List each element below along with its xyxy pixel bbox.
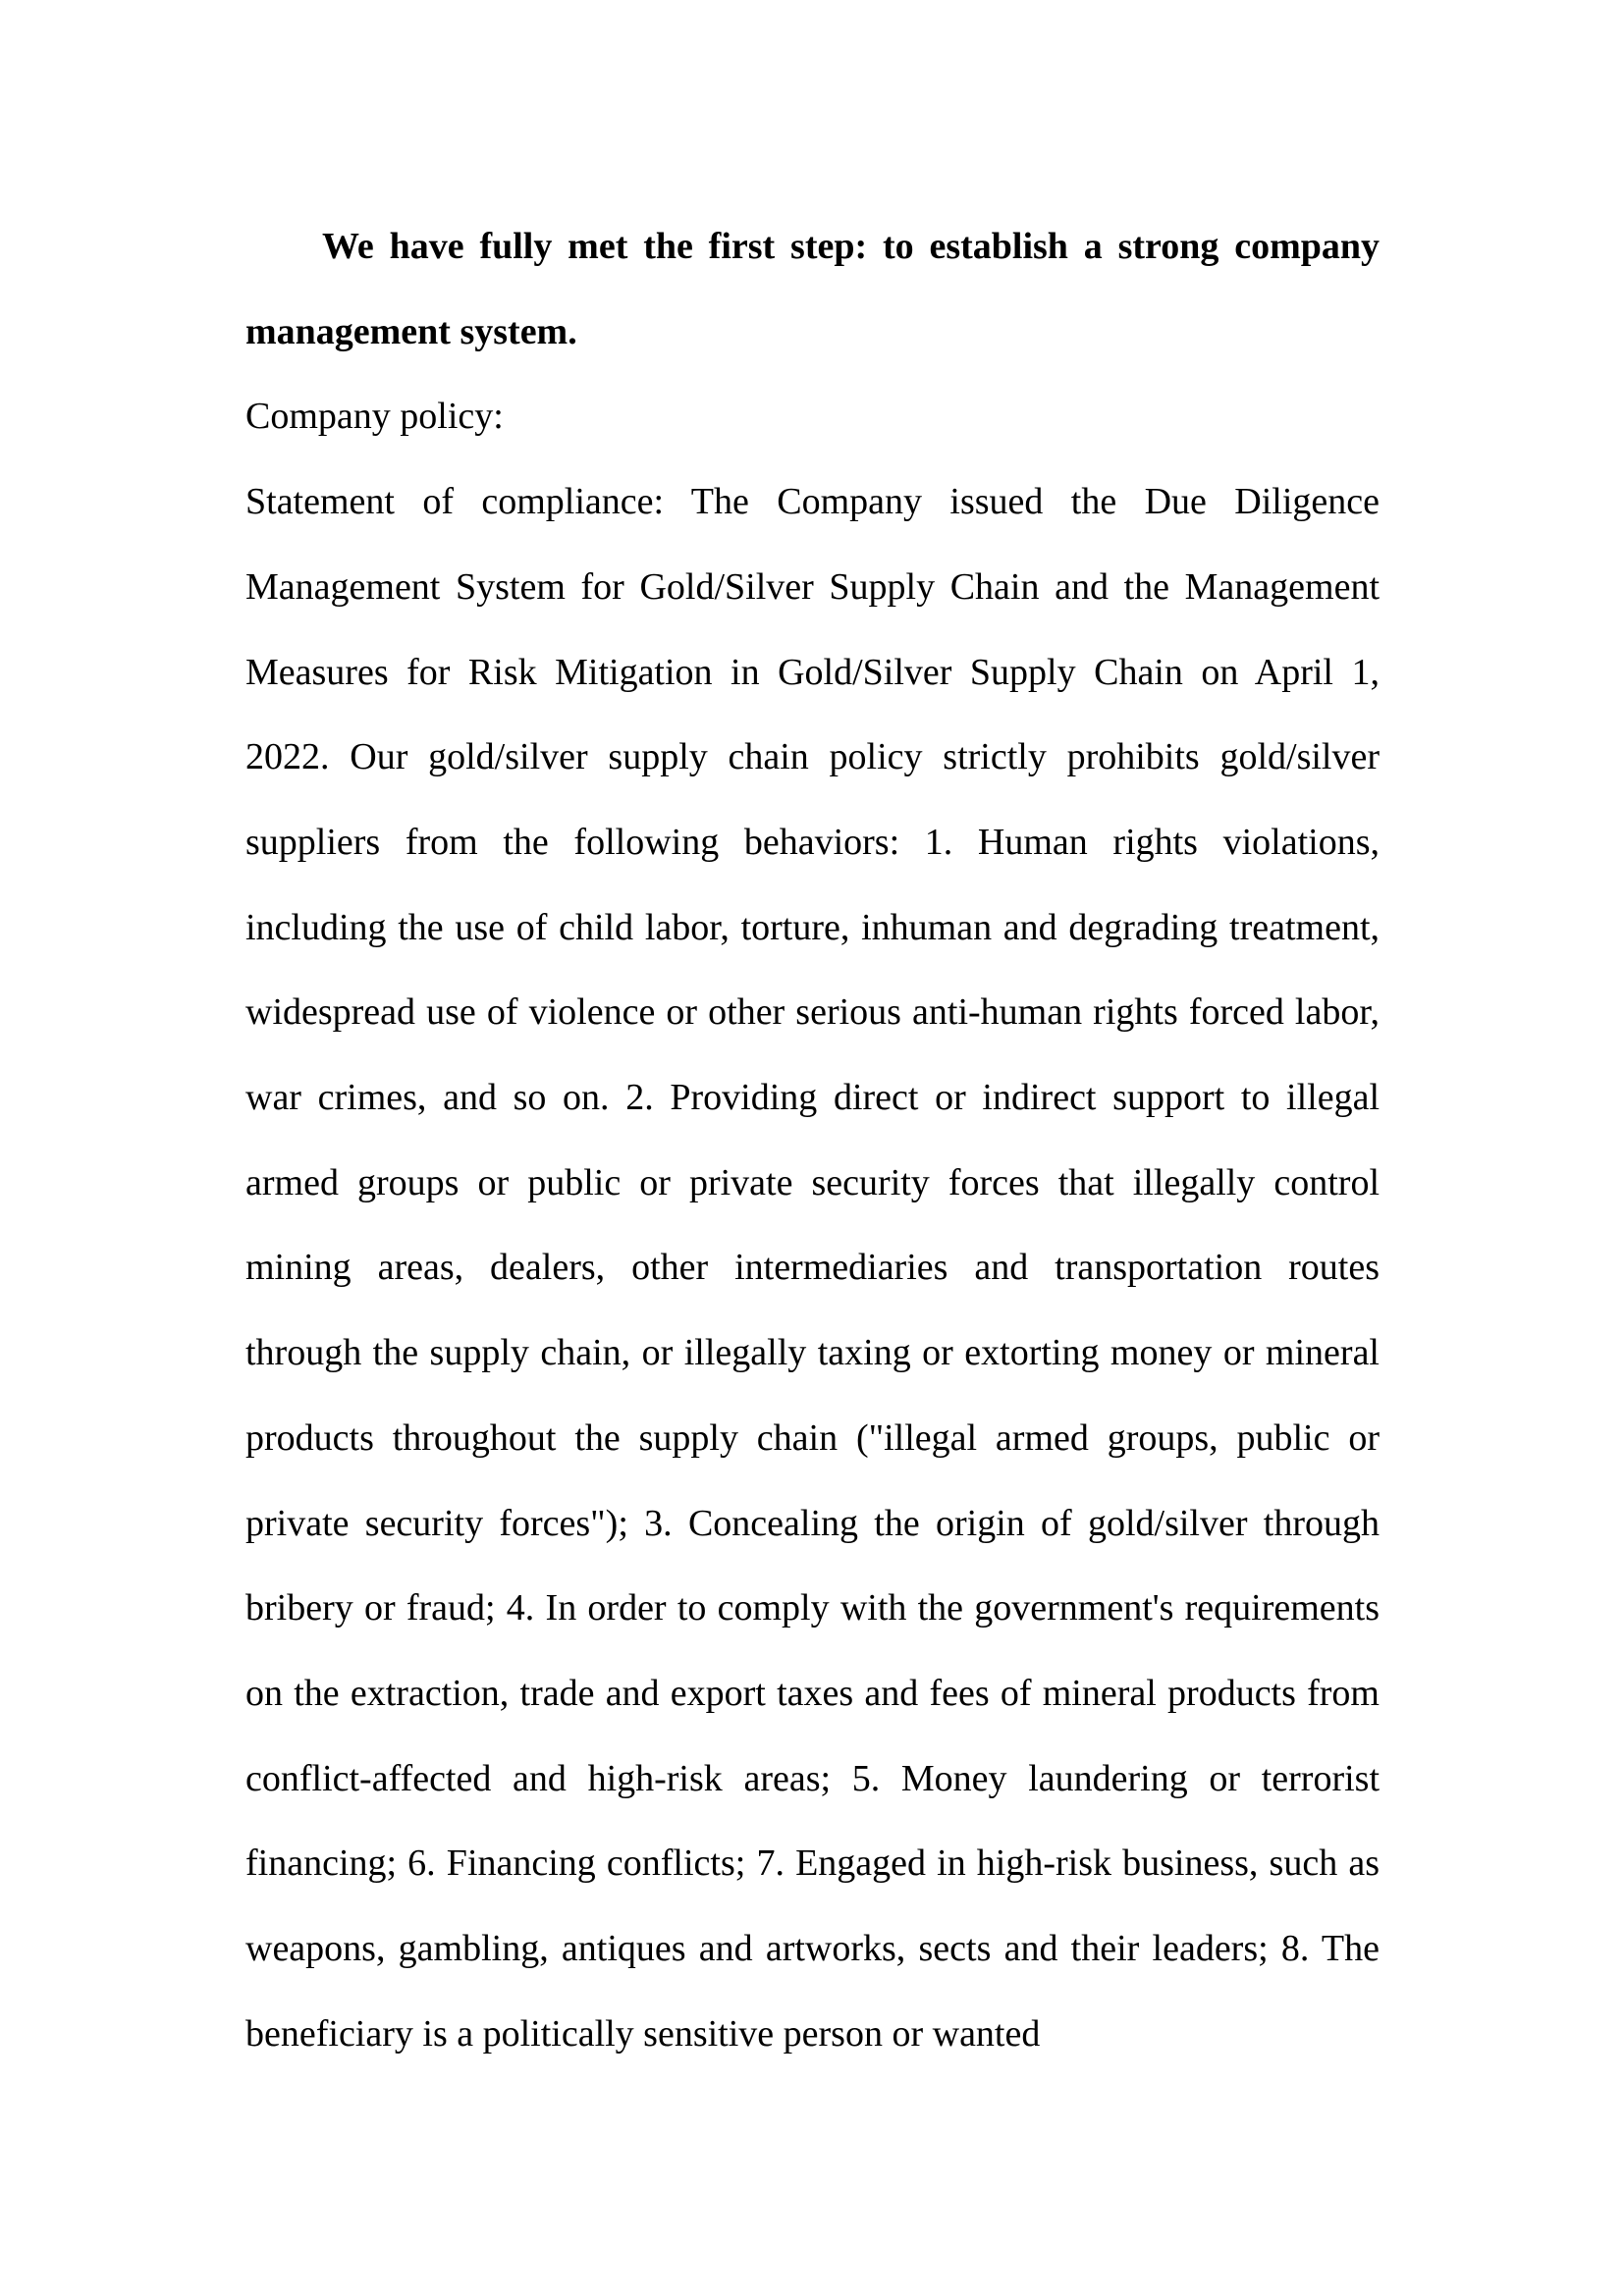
compliance-statement-paragraph: Statement of compliance: The Company issued the Due Diligence Management System for Gold/Silver Supply Chain and the Management Measures for Risk Mitigation in Gold/Silver Supply Chain on April 1, 2022. Our gold/silver supply chain policy strictly prohibits gold/silver suppliers from the following behaviors: 1. Human rights violations, including the use of child labor, torture, inhuman and degrading treatment, widespread use of violence or other serious anti-human rights forced labor, war crimes, and so on. 2. Providing direct or indirect support to illegal armed groups or public or private security forces that illegally control mining areas, dealers, other intermediaries and transportation routes through the supply chain, or illegally taxing or extorting money or mineral products throughout the supply chain ("illegal armed groups, public or private security forces"); 3. Concealing the origin of gold/silver through bribery or fraud; 4. In order to comply with the government's requirements on the extraction, trade and export taxes and fees of mineral products from conflict-affected and high-risk areas; 5. Money laundering or terrorist financing; 6. Financing conflicts; 7. Engaged in high-risk business, such as weapons, gambling, antiques and artworks, sects and their leaders; 8. The beneficiary is a politically sensitive person or wanted — [245, 481, 1380, 2055]
company-policy-label: Company policy: — [245, 396, 504, 438]
section-heading: We have fully met the first step: to establish a strong company management system. — [245, 226, 1380, 352]
page-body — [245, 204, 1380, 2076]
